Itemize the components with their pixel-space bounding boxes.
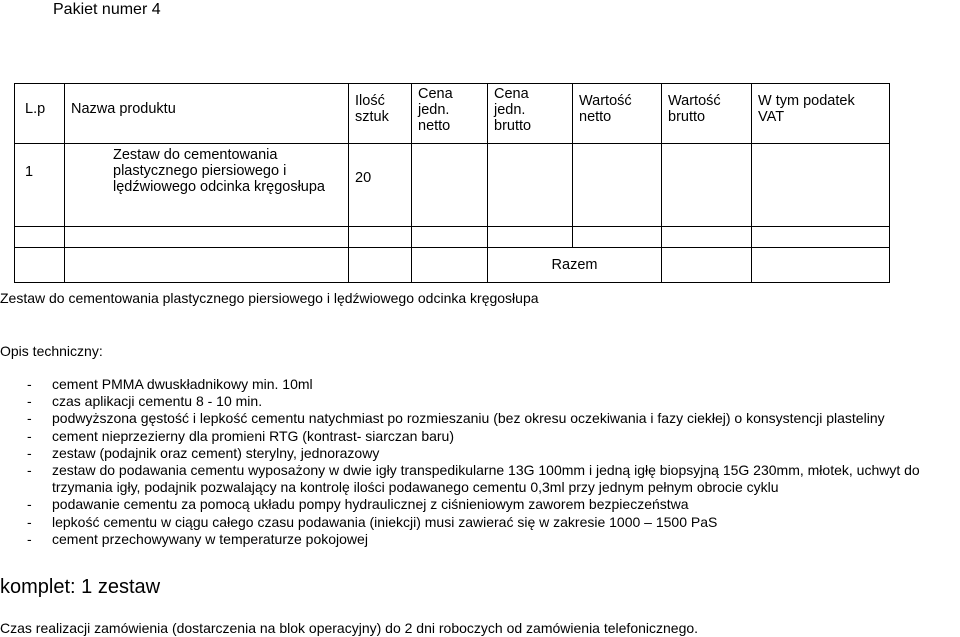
header-unit-price-net-line1: Cena	[418, 86, 453, 102]
header-value-gross	[662, 84, 752, 144]
total-value-gross[interactable]	[662, 248, 752, 283]
total-label: Razem	[488, 248, 662, 283]
header-unit-price-gross-line3: brutto	[494, 118, 532, 134]
list-item-text: zestaw do podawania cementu wyposażony w dwie igły transpedikularne 13G 100mm i jedną igłę biopsyjną 15G 230mm, młotek, uchwyt do	[52, 462, 920, 479]
technical-description-label: Opis techniczny:	[0, 343, 103, 359]
list-item	[0, 496, 920, 513]
spacer	[412, 248, 488, 283]
header-unit-price-gross-line1: Cena	[494, 86, 529, 102]
spacer	[65, 248, 349, 283]
header-quantity-line1: Ilość	[355, 93, 385, 109]
list-item-text: podwyższona gęstość i lepkość cementu natychmiast po rozmieszaniu (bez okresu oczekiwania i fazy ciekłej) o konsystencji plasteliny	[52, 410, 885, 427]
list-item	[0, 514, 920, 531]
header-quantity	[349, 84, 412, 144]
list-item	[0, 376, 920, 393]
list-bullet-dash: -	[27, 462, 32, 479]
cell-empty	[488, 227, 573, 248]
header-unit-price-net	[412, 84, 488, 144]
list-item-text: podawanie cementu za pomocą układu pompy hydraulicznej z ciśnieniowym zaworem bezpieczeństwa	[52, 496, 689, 513]
table-row	[15, 144, 890, 227]
list-item-text: zestaw (podajnik oraz cement) sterylny, jednorazowy	[52, 444, 380, 461]
header-value-net	[573, 84, 662, 144]
cell-value-net[interactable]	[573, 144, 662, 227]
list-bullet-dash: -	[27, 513, 32, 530]
list-bullet-dash: -	[27, 496, 32, 513]
total-vat[interactable]	[752, 248, 890, 283]
cell-value-gross[interactable]	[662, 144, 752, 227]
table-total-row	[15, 248, 890, 283]
header-value-gross-line1: Wartość	[668, 93, 721, 109]
header-value-net-line2: netto	[579, 109, 612, 125]
header-quantity-line2: sztuk	[355, 109, 389, 125]
header-unit-price-gross	[488, 84, 573, 144]
list-bullet-dash: -	[27, 376, 32, 392]
list-item	[0, 445, 920, 462]
list-bullet-dash: -	[27, 427, 32, 444]
package-title: Pakiet numer 4	[53, 1, 161, 18]
list-bullet-dash: -	[27, 393, 32, 410]
header-vat	[752, 84, 890, 144]
delivery-time: Czas realizacji zamówienia (dostarczenia na blok operacyjny) do 2 dni roboczych od zamówienia telefonicznego.	[0, 620, 699, 636]
cell-empty	[349, 227, 412, 248]
cell-product-name-line1: Zestaw do cementowania	[113, 147, 278, 163]
header-unit-price-net-line3: netto	[418, 118, 451, 134]
cell-empty	[15, 227, 65, 248]
cell-empty	[412, 227, 488, 248]
cell-empty	[752, 227, 890, 248]
spacer	[349, 248, 412, 283]
cell-unit-price-gross[interactable]	[488, 144, 573, 227]
cell-quantity: 20	[349, 144, 412, 227]
cell-empty	[662, 227, 752, 248]
list-bullet-dash: -	[27, 444, 32, 461]
table-header-row	[15, 84, 890, 144]
list-item-text: cement przechowywany w temperaturze pokojowej	[52, 530, 368, 547]
cell-unit-price-net[interactable]	[412, 144, 488, 227]
product-description-title: Zestaw do cementowania plastycznego piersiowego i lędźwiowego odcinka kręgosłupa	[0, 290, 539, 306]
technical-spec-list	[0, 376, 920, 548]
header-value-net-line1: Wartość	[579, 93, 632, 109]
list-bullet-dash: -	[27, 410, 32, 427]
list-item-text: cement nieprzezierny dla promieni RTG (kontrast- siarczan baru)	[52, 427, 455, 444]
list-item	[0, 393, 920, 410]
table-row-empty	[15, 227, 890, 248]
set-quantity: komplet: 1 zestaw	[0, 576, 161, 598]
list-item-text-continuation: trzymania igły, podajnik pozwalający na kontrolę ilości podawanego cementu 0,3ml przy jednym pełnym obrocie cyklu	[52, 479, 779, 496]
header-lp: L.p	[15, 84, 65, 144]
cell-product-name-line3: lędźwiowego odcinka kręgosłupa	[113, 179, 325, 195]
header-product-name: Nazwa produktu	[65, 84, 349, 144]
cell-vat[interactable]	[752, 144, 890, 227]
spacer	[15, 248, 65, 283]
list-item-text: cement PMMA dwuskładnikowy min. 10ml	[52, 376, 313, 392]
header-unit-price-net-line2: jedn.	[418, 102, 450, 118]
price-table	[14, 83, 890, 283]
list-item-text: czas aplikacji cementu 8 - 10 min.	[52, 393, 263, 410]
header-vat-line2: VAT	[758, 109, 785, 125]
list-item	[0, 410, 920, 427]
header-value-gross-line2: brutto	[668, 109, 706, 125]
cell-empty	[65, 227, 349, 248]
cell-empty	[573, 227, 662, 248]
header-vat-line1: W tym podatek	[758, 93, 855, 109]
header-unit-price-gross-line2: jedn.	[494, 102, 526, 118]
cell-product-name	[65, 144, 349, 227]
cell-lp: 1	[15, 144, 65, 227]
list-item-text: lepkość cementu w ciągu całego czasu podawania (iniekcji) musi zawierać się w zakresie 1000 – 1500 PaS	[52, 513, 718, 530]
list-item	[0, 462, 920, 496]
list-item	[0, 531, 920, 548]
cell-product-name-line2: plastycznego piersiowego i	[113, 163, 287, 179]
list-bullet-dash: -	[27, 530, 32, 547]
list-item	[0, 428, 920, 445]
